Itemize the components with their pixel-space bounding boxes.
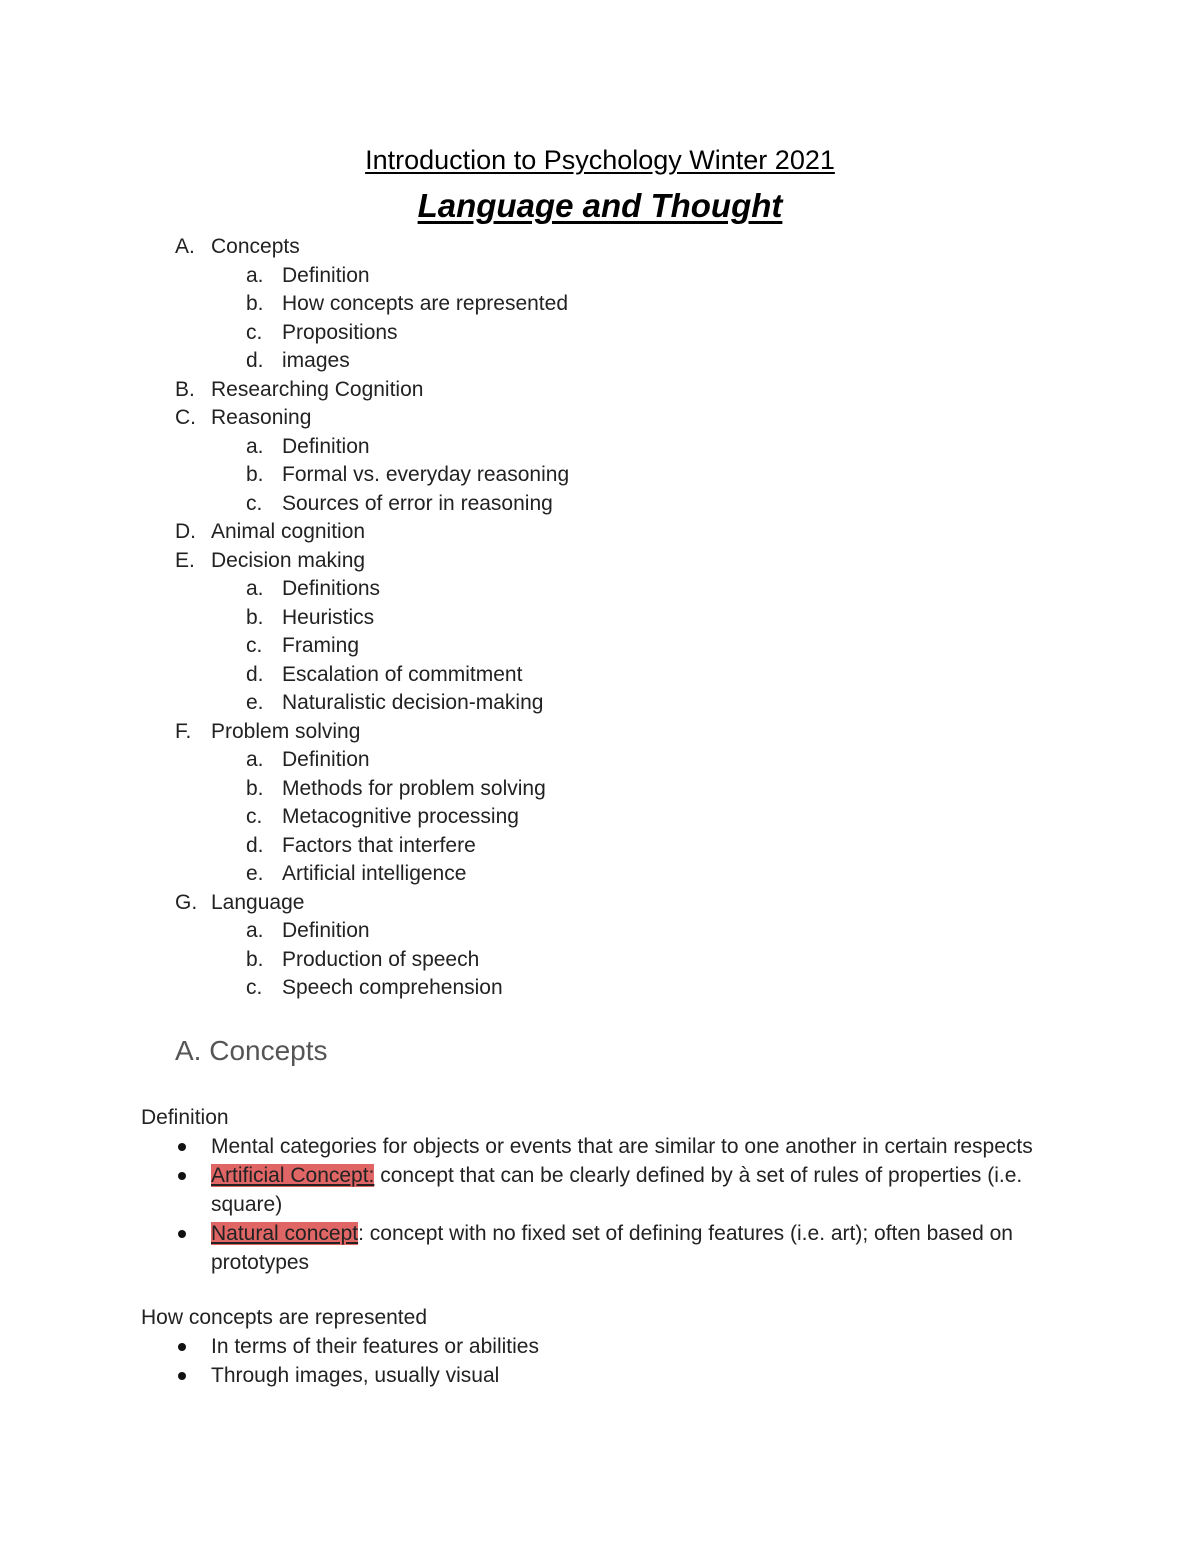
bullet-text: Through images, usually visual: [211, 1364, 500, 1387]
outline-subitem: [0, 290, 1200, 319]
outline-marker: G.: [175, 890, 198, 914]
outline-text: Reasoning: [211, 406, 312, 429]
outline-text: Sources of error in reasoning: [282, 491, 553, 515]
outline-subitem: [0, 775, 1200, 804]
outline-text: Heuristics: [282, 605, 375, 629]
highlighted-term: Natural concept: [211, 1222, 359, 1245]
bullet-dot-icon: [178, 1143, 186, 1151]
definition-bullets: [0, 1132, 1200, 1277]
outline-marker: a.: [246, 577, 264, 600]
outline-marker: C.: [175, 406, 196, 429]
outline-subitem: [0, 490, 1200, 519]
outline-marker: b.: [246, 947, 264, 971]
outline-text: Researching Cognition: [211, 377, 424, 401]
outline-text: Definition: [282, 919, 370, 942]
outline-text: Formal vs. everyday reasoning: [282, 463, 570, 486]
outline-subitem: [0, 604, 1200, 633]
outline-item: [0, 718, 1200, 747]
section-heading: A. Concepts: [175, 1035, 328, 1066]
definition-label: Definition: [141, 1106, 229, 1129]
bullet-text: In terms of their features or abilities: [211, 1335, 539, 1358]
outline-text: Factors that interfere: [282, 833, 476, 857]
outline-item: [0, 233, 1200, 262]
outline-marker: b.: [246, 605, 264, 629]
outline-subitem: [0, 632, 1200, 661]
outline-subitem: [0, 832, 1200, 861]
document-title: [0, 143, 1200, 177]
outline-subitem: [0, 860, 1200, 889]
outline-marker: a.: [246, 434, 264, 458]
outline-subitem: [0, 974, 1200, 1003]
outline-marker: c.: [246, 634, 263, 657]
outline-marker: b.: [246, 292, 264, 315]
outline-text: Problem solving: [211, 719, 361, 743]
outline-text: Decision making: [211, 548, 366, 572]
outline-marker: c.: [246, 976, 263, 999]
bullet-text: : concept with no fixed set of defining features (i.e. art); often based on prototypes: [211, 1222, 1013, 1274]
outline-marker: b.: [246, 776, 264, 800]
outline-text: Production of speech: [282, 947, 480, 971]
outline-subitem: [0, 917, 1200, 946]
outline-text: Animal cognition: [211, 520, 366, 543]
bullet-text: concept that can be clearly defined by à set of rules of properties (i.e. square): [211, 1164, 1023, 1216]
bullet-dot-icon: [178, 1230, 186, 1238]
document-title-text: Introduction to Psychology Winter 2021: [365, 145, 835, 175]
outline-subitem: [0, 461, 1200, 490]
outline-text: images: [282, 349, 350, 372]
outline-marker: F.: [175, 719, 192, 743]
outline-marker: c.: [246, 805, 263, 828]
list-item: [0, 1361, 1200, 1390]
outline-text: Propositions: [282, 320, 398, 344]
outline-text: Definition: [282, 434, 370, 458]
outline-marker: c.: [246, 491, 263, 515]
bullet-dot-icon: [178, 1343, 186, 1351]
representation-bullets: [0, 1332, 1200, 1390]
outline-text: Artificial intelligence: [282, 862, 467, 885]
bullet-dot-icon: [178, 1172, 186, 1180]
outline-text: Concepts: [211, 235, 300, 258]
bullet-dot-icon: [178, 1372, 186, 1380]
outline-marker: d.: [246, 662, 264, 686]
outline-subitem: [0, 262, 1200, 291]
outline-marker: d.: [246, 833, 264, 857]
outline-item: [0, 404, 1200, 433]
outline-text: Escalation of commitment: [282, 662, 523, 686]
outline-subitem: [0, 803, 1200, 832]
outline-marker: d.: [246, 349, 264, 372]
outline-subitem: [0, 347, 1200, 376]
list-item: [0, 1219, 1200, 1277]
outline-item: [0, 518, 1200, 547]
bullet-text: Mental categories for objects or events that are similar to one another in certain respects: [211, 1135, 1033, 1158]
outline-text: Speech comprehension: [282, 976, 503, 999]
outline-marker: a.: [246, 748, 264, 771]
outline-text: How concepts are represented: [282, 292, 568, 315]
outline-subitem: [0, 575, 1200, 604]
outline-marker: e.: [246, 862, 264, 885]
list-item: [0, 1332, 1200, 1361]
document-subtitle: [0, 186, 1200, 226]
outline-subitem: [0, 946, 1200, 975]
outline-item: [0, 889, 1200, 918]
outline-item: [0, 376, 1200, 405]
outline-subitem: [0, 689, 1200, 718]
highlighted-term: Artificial Concept:: [211, 1164, 375, 1187]
outline-subitem: [0, 433, 1200, 462]
outline-subitem: [0, 661, 1200, 690]
outline-subitem: [0, 319, 1200, 348]
outline-text: Definition: [282, 263, 370, 287]
outline-marker: e.: [246, 691, 264, 714]
outline-marker: B.: [175, 377, 195, 401]
outline-text: Methods for problem solving: [282, 776, 546, 800]
outline-text: Naturalistic decision-making: [282, 691, 544, 714]
outline-marker: c.: [246, 320, 263, 344]
outline-text: Language: [211, 890, 305, 914]
outline-text: Framing: [282, 634, 360, 657]
list-item: [0, 1161, 1200, 1219]
outline-subitem: [0, 746, 1200, 775]
representation-label: How concepts are represented: [141, 1306, 427, 1329]
outline-text: Metacognitive processing: [282, 805, 519, 828]
outline-marker: a.: [246, 263, 264, 287]
document-subtitle-text: Language and Thought: [417, 187, 783, 224]
outline-marker: A.: [175, 235, 195, 258]
outline-text: Definitions: [282, 577, 381, 600]
outline-marker: E.: [175, 548, 195, 572]
list-item: [0, 1132, 1200, 1161]
outline-marker: a.: [246, 919, 264, 942]
outline-item: [0, 547, 1200, 576]
outline-marker: D.: [175, 520, 196, 543]
topic-outline: [0, 233, 1200, 1003]
outline-text: Definition: [282, 748, 370, 771]
outline-marker: b.: [246, 463, 264, 486]
